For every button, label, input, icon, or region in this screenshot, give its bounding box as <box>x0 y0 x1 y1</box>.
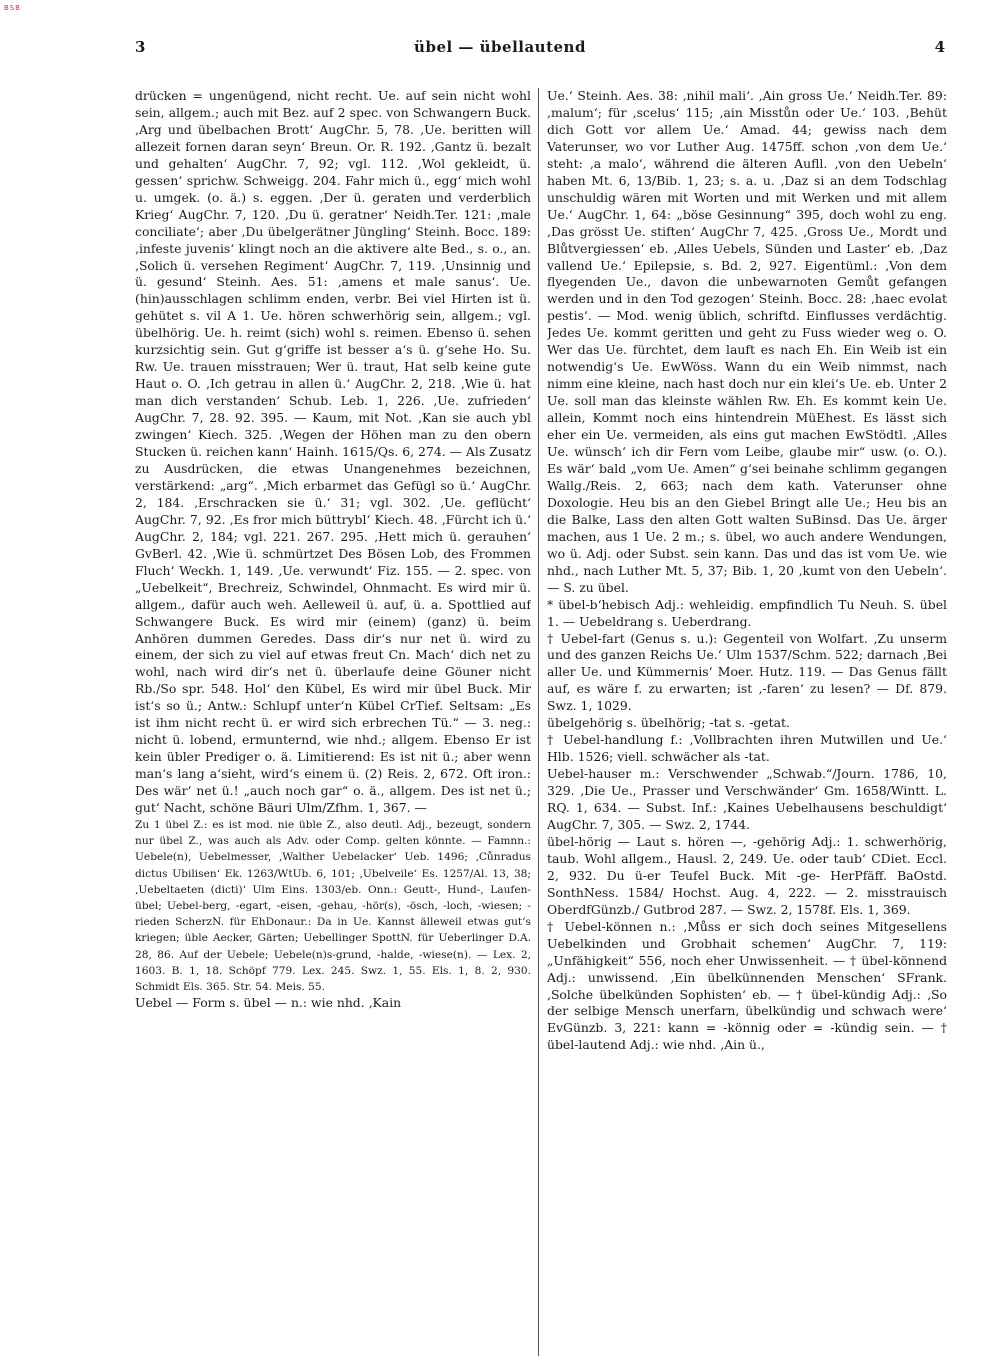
library-stamp: BSB <box>4 4 21 12</box>
page-header <box>0 38 1000 58</box>
etymology-note: Zu 1 übel Z.: es ist mod. nie üble Z., also deutl. Adj., bezeugt, sondern nur übel Z., was auch als Adv. oder Comp. gelten könnte. — Famnn.: Uebele(n), Uebelmesser, ‚Walther Uebelacker‘ Ueb. 1496; ‚Cůnradus dictus Ubilisen‘ Ek. 1263/WtUb. 6, 101; ‚Ubelveile‘ Es. 1257/Al. 13, 38; ‚Uebeltaeten (dicti)‘ Ulm Eins. 1303/eb. Onn.: Geutt-, Hund-, Laufen-übel; Uebel-berg, -egart, -eisen, -gehau, -hör(s), -ösch, -loch, -wiesen; -rieden ScherzN. für EhDonaur.: Da in Ue. Kannst älleweil etwas gut‘s kriegen; üble Aecker, Gärten; Uebellinger SpottN. für Ueberlinger D.A. 28, 86. Auf der Uebele; Uebele(n)s-grund, -halde, -wiese(n). — Lex. 2, 1603. B. 1, 18. Schöpf 779. Lex. 245. Swz. 1, 55. Els. 1, 8. 2, 930. Schmidt Els. 365. Str. 54. Meis. 55. <box>135 818 531 994</box>
left-column <box>135 88 531 1356</box>
paragraph: drücken = ungenügend, nicht recht. Ue. auf sein nicht wohl sein, allgem.; auch mit Bez. auf 2 spec. von Schwangern Buck. ‚Arg und übelbachen Brott‘ AugChr. 5, 78. ‚Ue. beritten will allezeit fornen daran seyn‘ Breun. Or. R. 192. ‚Gantz ü. bezalt und gehalten‘ AugChr. 7, 92; vgl. 112. ‚Wol gekleidt, ü. gessen‘ sprichw. Schweigg. 204. Fahr mich ü., egg‘ mich wohl u. umgek. (o. ä.) s. eggen. ‚Der ü. geraten und verderblich Krieg‘ AugChr. 7, 120. ‚Du ü. geratner‘ Neidh.Ter. 121: ‚male conciliate‘; aber ‚Du übelgerätner Jüngling‘ Steinh. Bocc. 189: ‚infeste juvenis‘ klingt noch an die aktivere alte Bed., s. o., an. ‚Solich ü. versehen Regiment‘ AugChr. 7, 119. ‚Unsinnig und ü. gesund‘ Steinh. Aes. 51: ‚amens et male sanus‘. Ue. (hin)ausschlagen schlimm enden, verbr. Bei viel Hirten ist ü. gehütet s. vil A 1. Ue. hören schwerhörig sein, allgem.; vgl. übelhörig. Ue. h. reimt (sich) wohl s. reimen. Ebenso ü. sehen kurzsichtig sein. Gut g‘griffe ist besser a‘s ü. g‘sehe Ho. Su. Rw. Ue. trauen misstrauen; Wer ü. traut, Hat selb keine gute Haut o. O. ‚Ich getrau in allen ü.‘ AugChr. 2, 218. ‚Wie ü. hat man dich verstanden‘ Schub. Leb. 1, 226. ‚Ue. zufrieden‘ AugChr. 7, 28. 92. 395. — Kaum, mit Not. ‚Kan sie auch ybl zwingen‘ Kiech. 325. ‚Wegen der Höhen man zu den obern Stucken ü. reichen kann‘ Hainh. 1615/Qs. 6, 274. — Als Zusatz zu Ausdrücken, die etwas Unangenehmes bezeichnen, verstärkend: „arg“. ‚Mich erbarmet das Gefügl so ü.‘ AugChr. 2, 184. ‚Erschracken sie ü.‘ 31; vgl. 302. ‚Ue. geflücht‘ AugChr. 7, 92. ‚Es fror mich büttrybl‘ Kiech. 48. ‚Fürcht ich ü.‘ AugChr. 2, 184; vgl. 221. 267. 295. ‚Hett mich ü. gerauhen‘ GvBerl. 42. ‚Wie ü. schmürtzet Des Bösen Lob, des Frommen Fluch‘ Weckh. 1, 149. ‚Ue. verwundt‘ Fiz. 155. — 2. spec. von „Uebelkeit“, Brechreiz, Schwindel, Ohnmacht. Es wird mir ü. allgem., dafür auch weh. Aelleweil ü. auf, ü. a. Spottlied auf Schwangere Buck. Es wird mir (einem) (ganz) ü. beim Anhören dummen Geredes. Dass dir‘s nur net ü. wird zu einem, der sich zu viel auf etwas freut Cn. Mach‘ dich net zu wohl, nach wird dir‘s net ü. überlaufe deine Göuner nicht Rb./So spr. 548. Hol‘ den Kübel, Es wird mir übel Buck. Mir ist‘s so ü.; Antw.: Schlupf unter‘n Kübel CrTief. Seltsam: „Es ist ihm nicht recht ü. er wird sich erbrechen Tü.“ — 3. neg.: nicht ü. lobend, ermunternd, wie nhd.; allgem. Ebenso Er ist kein übler Prediger o. ä. Limitierend: Es ist nit ü.; aber wenn man‘s lang a‘sieht, wird‘s einem ü. (2) Reis. 2, 672. Oft iron.: Des wär‘ net ü.! „auch noch gar“ o. ä., allgem. Des ist net ü.; gut‘ Nacht, schöne Bäuri Ulm/Zfhm. 1, 367. — <box>135 88 531 816</box>
entry-uebel-hauser: Uebel-hauser m.: Verschwender „Schwab.“/Journ. 1786, 10, 329. ‚Die Ue., Prasser und Verschwänder‘ Gm. 1658/Wintt. L. RQ. 1, 634. — Subst. Inf.: ‚Kaines Uebelhausens beschuldigt‘ AugChr. 7, 305. — Swz. 2, 1744. <box>547 766 947 832</box>
entry-uebel-hoerig: übel-hörig — Laut s. hören —, -gehörig Adj.: 1. schwerhörig, taub. Wohl allgem., Hausl. 2, 249. Ue. oder taub‘ CDiet. Eccl. 2, 932. Du ü-er Teufel Buck. Mit -ge- HerPfäff. BaOstd. SonthNess. 1584/ Hochst. Aug. 4, 222. — 2. misstrauisch OberdfGünzb./ Gutbrod 287. — Swz. 2, 1578f. Els. 1, 369. <box>547 833 947 917</box>
page-title: übel — übellautend <box>414 38 586 56</box>
column-divider <box>538 88 539 1356</box>
entry-uebelgehoerig: übelgehörig s. übelhörig; -tat s. -getat. <box>547 715 790 731</box>
paragraph: Ue.‘ Steinh. Aes. 38: ‚nihil mali‘. ‚Ain gross Ue.‘ Neidh.Ter. 89: ‚malum‘; für ‚scelus‘ 115; ‚ain Misstůn oder Ue.‘ 103. ‚Behüt dich Gott vor allem Ue.‘ Amad. 44; gewiss nach dem Vaterunser, wo vor Luther Aug. 1475ff. schon ‚von dem Ue.‘ steht: ‚a malo‘, während die älteren Aufll. ‚von den Uebeln‘ haben Mt. 6, 13/Bib. 1, 23; s. a. u. ‚Daz si an dem Todschlag unschuldig wären mit Worten und mit Werken und mit allem Ue.‘ AugChr. 1, 64: „böse Gesinnung“ 395, doch wohl zu eng. ‚Das grösst Ue. stiften‘ AugChr 7, 425. ‚Gross Ue., Mordt und Blůtvergiessen‘ eb. ‚Alles Uebels, Sünden und Laster‘ eb. ‚Daz vallend Ue.‘ Epilepsie, s. Bd. 2, 927. Eigentüml.: ‚Von dem flyegenden Ue., davon die unbewarnoten Gemůt gefangen werden und in den Tod gezogen‘ Steinh. Bocc. 28: ‚haec evolat pestis‘. — Mod. wenig üblich, schriftd. Einflusses verdächtig. Jedes Ue. kommt geritten und geht zu Fuss wieder weg o. O. Wer das Ue. fürchtet, dem lauft es nach Eh. Ein Weib ist ein notwendig‘s Ue. EwWöss. Wann du ein Weib nimmst, nach nimm eine kleine, nach hast doch nur ein klei‘s Ue. eb. Unter 2 Ue. soll man das kleinste wählen Rw. Eh. Es kommt kein Ue. allein, Kommt noch eins hintendrein MüEhest. Es lässt sich eher ein Ue. vermeiden, als eins gut machen EwStödtl. ‚Alles Ue. wünsch‘ ich dir Fern vom Leibe, glaube mir“ usw. (o. O.). Es wär‘ bald „vom Ue. Amen“ g‘sei beinahe schlimm gegangen Wallg./Reis. 2, 663; nach dem kath. Vaterunser ohne Doxologie. Heu bis an den Giebel Bringt alle Ue.; Heu bis an die Balke, Lass den alten Gott walten SuBinsd. Das Ue. ärger machen, aus 1 Ue. 2 m.; s. übel, wo auch andere Wendungen, wo ü. Adj. oder Subst. sein kann. Das und das ist vom Ue. wie nhd., nach Luther Mt. 5, 37; Bib. 1, 20 ‚kumt von den Uebeln‘. — S. zu übel. <box>547 88 947 595</box>
entry-uebel-handlung: † Uebel-handlung f.: ‚Vollbrachten ihren Mutwillen und Ue.‘ Hlb. 1526; viell. schwächer als -tat. <box>547 732 947 765</box>
right-column <box>547 88 947 1356</box>
page-number-right: 4 <box>934 38 945 56</box>
page-number-left: 3 <box>135 38 146 56</box>
entry-uebel: Uebel — Form s. übel — n.: wie nhd. ‚Kain <box>135 995 402 1011</box>
entry-uebel-koennen: † Uebel-können n.: ‚Můss er sich doch seines Mitgesellens Uebelkinden und Grobhait schemen‘ AugChr. 7, 119: „Unfähigkeit“ 556, noch eher Unwissenheit. — † übel-könnend Adj.: unwissend. ‚Ein übelkünnenden Menschen‘ SFrank. ‚Solche übelkünden Sophisten‘ eb. — † übel-kündig Adj.: ‚So der selbige Mensch unerfarn, übelkündig und schwach were‘ EvGünzb. 3, 221: kann = -könnig oder = -kündig sein. — † übel-lautend Adj.: wie nhd. ‚Ain ü., <box>547 918 947 1053</box>
entry-uebel-fart: † Uebel-fart (Genus s. u.): Gegenteil von Wolfart. ‚Zu unserm und des ganzen Reichs Ue.‘ Ulm 1537/Schm. 522; darnach ‚Bei aller Ue. und Kümmernis‘ Moer. Hutz. 119. — Das Genus fällt auf, es wäre f. zu erwarten; ist ‚-faren‘ zu lesen? — Df. 879. Swz. 1, 1029. <box>547 630 947 714</box>
entry-uebel-bhebisch: * übel-b‘hebisch Adj.: wehleidig. empfindlich Tu Neuh. S. übel 1. — Uebeldrang s. Ueberdrang. <box>547 596 947 629</box>
